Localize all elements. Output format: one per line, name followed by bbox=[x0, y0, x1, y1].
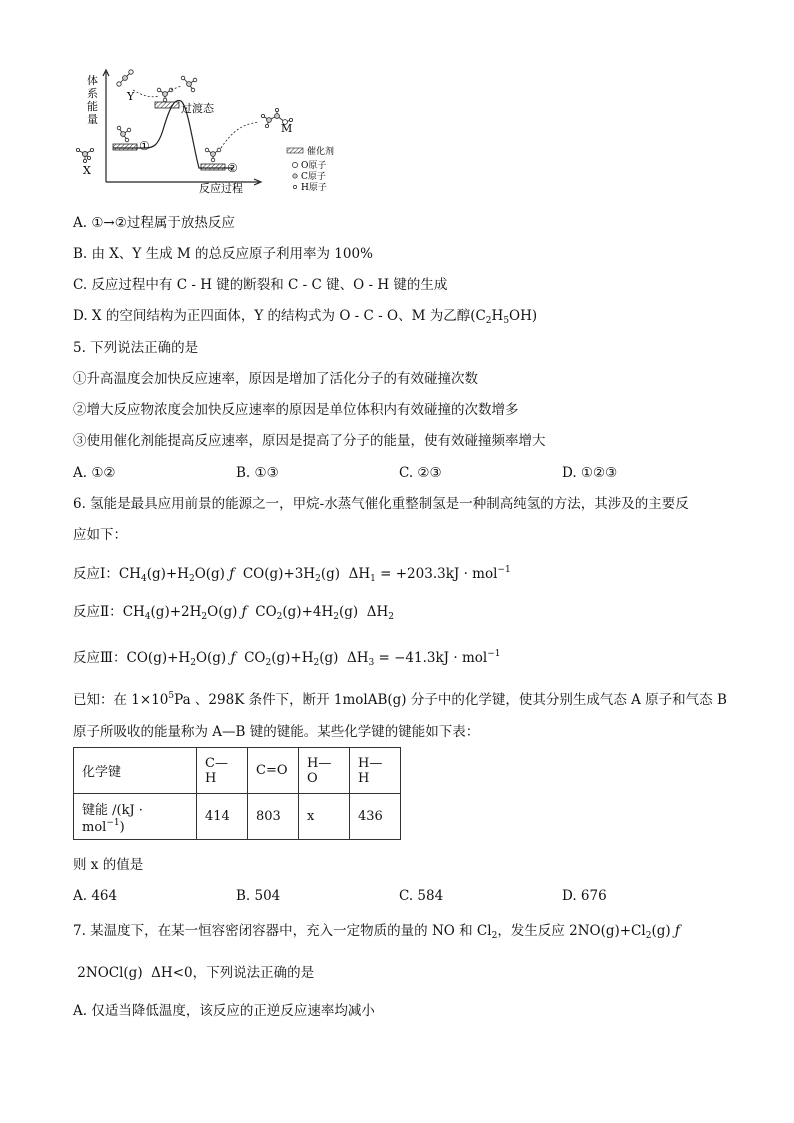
q5-option-b: B. ①③ bbox=[236, 465, 279, 481]
q6-ask: 则 x 的值是 bbox=[73, 857, 144, 873]
q4-option-a: A. ①→②过程属于放热反应 bbox=[73, 215, 235, 231]
q5-option-c: C. ②③ bbox=[399, 465, 442, 481]
q5-option-d: D. ①②③ bbox=[562, 465, 618, 481]
q4-option-c: C. 反应过程中有 C - H 键的断裂和 C - C 键、O - H 键的生成 bbox=[73, 277, 448, 293]
molecule-2-icon bbox=[205, 148, 221, 162]
legend-o: O原子 bbox=[301, 161, 327, 171]
molecule-top-icon bbox=[181, 76, 197, 92]
q6-stem-line-1: 6. 氢能是最具应用前景的能源之一，甲烷-水蒸气催化重整制氢是一种制高纯氢的方法，其涉及的主要反 bbox=[73, 496, 689, 512]
y-axis-label: 体系能量 bbox=[87, 74, 98, 126]
table-cell: x bbox=[299, 794, 350, 840]
catalyst-bar-1 bbox=[113, 144, 137, 150]
table-row bbox=[74, 748, 401, 794]
q5-statement-2: ②增大反应物浓度会加快反应速率的原因是单位体积内有效碰撞的次数增多 bbox=[73, 402, 519, 418]
q6-known-line-1: 已知：在 $1\times 10^5Pa$ 、298K 条件下，断开 1molAB(g) 分子中的化学键，使其分别生成气态 A 原子和气态 B bbox=[73, 691, 727, 708]
table-cell: 803 bbox=[248, 794, 299, 840]
table-row-label: 键能 /(kJ · mol$^{-1}$) bbox=[74, 794, 197, 840]
label-x: X bbox=[83, 164, 91, 177]
molecule-1-icon bbox=[117, 126, 131, 142]
molecule-ts-icon bbox=[157, 88, 173, 102]
q5-statement-3: ③使用催化剂能提高反应速率，原因是提高了分子的能量，使有效碰撞频率增大 bbox=[73, 433, 546, 449]
energy-diagram bbox=[73, 68, 373, 198]
q6-reaction-1: 反应Ⅰ：$CH_4(g)+H_2O(g)$ ƒ $CO(g)+3H_2(g) \Delta H_1 = +203.3kJ \cdot mol^{-1}$ bbox=[73, 565, 511, 584]
q6-known-line-2: 原子所吸收的能量称为 A—B 键的键能。某些化学键的键能如下表： bbox=[73, 724, 480, 740]
label-y: Y bbox=[127, 90, 135, 103]
q5-statement-1: ①升高温度会加快反应速率，原因是增加了活化分子的有效碰撞次数 bbox=[73, 371, 478, 387]
legend-catalyst: 催化剂 bbox=[307, 147, 335, 157]
table-cell: 436 bbox=[350, 794, 401, 840]
transition-state-label: 过渡态 bbox=[181, 102, 214, 115]
label-m: M bbox=[281, 122, 293, 135]
q5-stem: 5. 下列说法正确的是 bbox=[73, 340, 199, 356]
dashed-arrow-top bbox=[171, 86, 181, 90]
legend-c: C原子 bbox=[301, 172, 326, 182]
table-header-cell: C=O bbox=[248, 748, 299, 794]
energy-curve bbox=[113, 100, 233, 168]
q5-options bbox=[73, 464, 713, 482]
q6-reaction-2: 反应Ⅱ：$CH_4(g)+2H_2O(g)$ ƒ $CO_2(g)+4H_2(g)$ $\Delta H_2$ bbox=[73, 604, 394, 622]
table-header-cell: C—H bbox=[197, 748, 248, 794]
q4-option-b: B. 由 X、Y 生成 M 的总反应原子利用率为 100% bbox=[73, 246, 373, 262]
q7-option-a: A. 仅适当降低温度，该反应的正逆反应速率均减小 bbox=[73, 1003, 375, 1019]
q6-reaction-3: 反应Ⅲ：$CO(g)+H_2O(g)$ ƒ $CO_2(g)+H_2(g) \Delta H_3 = -41.3kJ \cdot mol^{-1}$ bbox=[73, 649, 501, 668]
table-header-cell: 化学键 bbox=[74, 748, 197, 794]
q6-option-d: D. 676 bbox=[562, 888, 607, 904]
catalyst-bar-ts bbox=[155, 102, 179, 108]
q6-option-c: C. 584 bbox=[399, 888, 444, 904]
q6-stem-line-2: 应如下： bbox=[73, 527, 127, 543]
table-header-cell: H—H bbox=[350, 748, 401, 794]
q6-option-b: B. 504 bbox=[236, 888, 281, 904]
dashed-arrow-y bbox=[133, 90, 159, 97]
table-row bbox=[74, 794, 401, 840]
q7-stem-line-1: 7. 某温度下，在某一恒容密闭容器中，充入一定物质的量的 NO 和 $Cl_2$，发生反应 $2NO(g)+Cl_2(g)$ ƒ bbox=[73, 923, 680, 941]
bond-energy-table bbox=[73, 747, 401, 840]
dashed-arrow-m bbox=[221, 122, 259, 148]
q7-stem-line-2: 2NOCl(g) ΔH<0，下列说法正确的是 bbox=[73, 965, 315, 981]
q6-options bbox=[73, 887, 713, 905]
marker-2: ② bbox=[227, 161, 238, 175]
molecule-x-icon bbox=[76, 148, 93, 162]
legend-h: H原子 bbox=[301, 183, 327, 193]
marker-1: ① bbox=[139, 139, 150, 153]
table-header-cell: H—O bbox=[299, 748, 350, 794]
table-cell: 414 bbox=[197, 794, 248, 840]
molecule-y-icon bbox=[117, 70, 133, 86]
q5-option-a: A. ①② bbox=[73, 465, 116, 481]
q6-option-a: A. 464 bbox=[73, 888, 118, 904]
x-axis-label: 反应过程 bbox=[199, 182, 243, 195]
q4-option-d: D. X 的空间结构为正四面体，Y 的结构式为 O - C - O、M 为乙醇$(C_2H_5OH)$ bbox=[73, 308, 538, 326]
catalyst-bar-2 bbox=[201, 164, 225, 170]
diagram-legend bbox=[287, 145, 334, 193]
